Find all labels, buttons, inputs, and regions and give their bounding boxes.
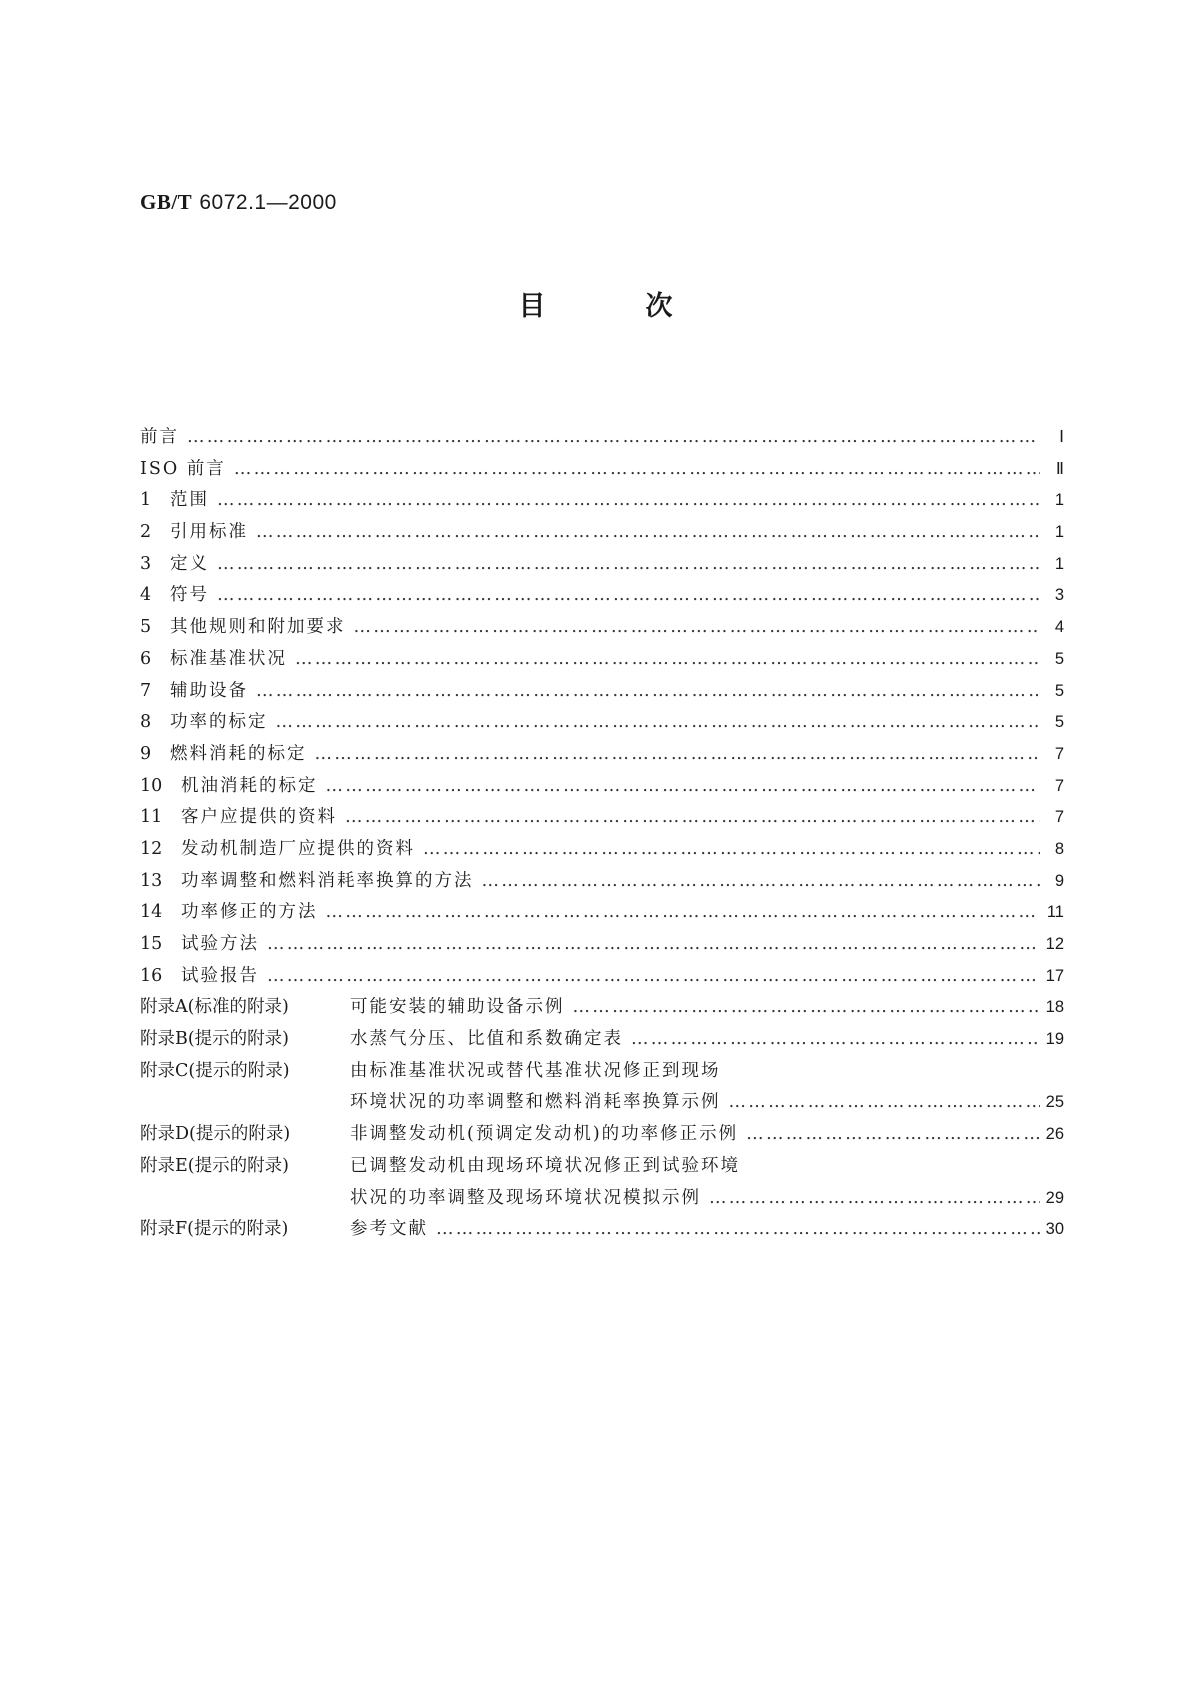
standard-number: 6072.1—2000	[199, 191, 337, 214]
toc-row-section-14[interactable]	[140, 898, 1064, 930]
standard-code	[140, 190, 337, 215]
toc-leader-dots	[256, 522, 1040, 542]
toc-entry-text: 其他规则和附加要求	[170, 617, 346, 638]
toc-entry-text: 功率的标定	[170, 712, 268, 733]
toc-page-number: 1	[1054, 523, 1064, 542]
toc-row-appendix-e-continued[interactable]	[140, 1184, 1064, 1216]
toc-entry-text: 引用标准	[170, 522, 248, 543]
toc-section-number: 4	[140, 585, 152, 606]
toc-page-number: 9	[1054, 871, 1064, 890]
toc-row-section-16[interactable]	[140, 962, 1064, 994]
toc-page-number: 11	[1046, 903, 1064, 922]
toc-row-foreword[interactable]	[140, 423, 1064, 455]
toc-section-number: 9	[140, 743, 152, 764]
toc-page-number: 3	[1054, 586, 1064, 605]
toc-leader-dots	[729, 1092, 1040, 1112]
toc-row-section-9[interactable]	[140, 740, 1064, 772]
toc-leader-dots	[746, 1124, 1039, 1144]
toc-page-number: 4	[1054, 618, 1064, 637]
toc-row-section-1[interactable]	[140, 486, 1064, 518]
toc-row-section-5[interactable]	[140, 613, 1064, 645]
toc-entry-text: 非调整发动机(预调定发动机)的功率修正示例	[350, 1124, 739, 1145]
toc-leader-dots	[436, 1219, 1040, 1239]
toc-row-section-13[interactable]	[140, 867, 1064, 899]
toc-page-number: Ⅱ	[1055, 459, 1064, 478]
toc-page-number: 29	[1045, 1188, 1064, 1207]
toc-row-section-8[interactable]	[140, 708, 1064, 740]
toc-section-number: 1	[140, 490, 152, 511]
standard-prefix: GB/T	[140, 190, 193, 214]
toc-appendix-label: 附录D(提示的附录)	[140, 1124, 291, 1145]
toc-entry-text: 已调整发动机由现场环境状况修正到试验环境	[350, 1155, 740, 1176]
toc-entry-text: 由标准基准状况或替代基准状况修正到现场	[350, 1060, 721, 1081]
toc-page-number: 1	[1054, 491, 1064, 510]
toc-section-number: 7	[140, 680, 152, 701]
toc-page-number: 7	[1054, 808, 1064, 827]
toc-entry-text: 定义	[170, 553, 209, 574]
toc-entry-text: 试验报告	[181, 965, 259, 986]
toc-entry-text: 辅助设备	[170, 680, 248, 701]
toc-row-section-2[interactable]	[140, 518, 1064, 550]
toc-page-number: 5	[1054, 649, 1064, 668]
toc-entry-text: 状况的功率调整及现场环境状况模拟示例	[350, 1187, 701, 1208]
toc-leader-dots	[326, 776, 1041, 796]
toc-row-section-6[interactable]	[140, 645, 1064, 677]
toc-page-number: Ⅰ	[1059, 428, 1064, 446]
toc-entry-text: 环境状况的功率调整和燃料消耗率换算示例	[350, 1092, 721, 1113]
toc-section-number: 15	[140, 934, 163, 954]
toc-section-number: 14	[140, 902, 163, 923]
toc-leader-dots	[573, 997, 1040, 1017]
toc-leader-dots	[354, 617, 1041, 637]
toc-leader-dots	[482, 871, 1041, 891]
toc-row-appendix-c[interactable]	[140, 1057, 1064, 1089]
toc-row-iso-foreword[interactable]	[140, 455, 1064, 487]
toc-entry-text: 功率修正的方法	[181, 902, 318, 923]
toc-leader-dots	[631, 1029, 1040, 1049]
toc-page-number: 7	[1054, 744, 1064, 763]
toc-page-number: 17	[1045, 966, 1064, 985]
toc-leader-dots	[326, 902, 1041, 922]
toc-entry-text: 参考文献	[350, 1219, 428, 1240]
toc-leader-dots	[315, 744, 1041, 764]
toc-row-section-11[interactable]	[140, 803, 1064, 835]
toc-leader-dots	[423, 839, 1040, 859]
toc-page-number: 5	[1054, 681, 1064, 700]
toc-section-number: 12	[140, 838, 163, 859]
toc-entry-text: 前言	[140, 427, 179, 447]
toc-row-appendix-b[interactable]	[140, 1025, 1064, 1057]
toc-row-section-7[interactable]	[140, 677, 1064, 709]
toc-leader-dots	[187, 427, 1040, 447]
toc-section-number: 3	[140, 553, 152, 574]
toc-section-number: 13	[140, 870, 163, 891]
toc-appendix-label: 附录C(提示的附录)	[140, 1060, 290, 1081]
toc-row-appendix-d[interactable]	[140, 1120, 1064, 1152]
toc-page-number: 8	[1054, 839, 1064, 858]
toc-entry-text: 符号	[170, 585, 209, 606]
toc-row-appendix-a[interactable]	[140, 993, 1064, 1025]
toc-page-number: 30	[1045, 1220, 1064, 1239]
toc-section-number: 10	[140, 775, 163, 796]
toc-row-section-12[interactable]	[140, 835, 1064, 867]
toc-page-number: 25	[1045, 1093, 1064, 1112]
toc-appendix-label: 附录E(提示的附录)	[140, 1155, 289, 1176]
toc-leader-dots	[217, 554, 1040, 574]
toc-section-number: 8	[140, 712, 152, 733]
toc-entry-text: 范围	[170, 490, 209, 511]
toc-page-number: 26	[1045, 1125, 1064, 1144]
toc-entry-text: 燃料消耗的标定	[170, 743, 307, 764]
toc-appendix-label: 附录B(提示的附录)	[140, 1029, 290, 1050]
toc-row-appendix-f[interactable]	[140, 1215, 1064, 1247]
toc-leader-dots	[276, 712, 1041, 732]
toc-appendix-label: 附录A(标准的附录)	[140, 997, 289, 1018]
toc-leader-dots	[256, 681, 1040, 701]
toc-row-section-10[interactable]	[140, 772, 1064, 804]
toc-section-number: 16	[140, 965, 163, 986]
toc-entry-text: ISO 前言	[140, 458, 226, 479]
table-of-contents	[140, 423, 1064, 1247]
toc-entry-text: 试验方法	[181, 934, 259, 954]
toc-row-appendix-c-continued[interactable]	[140, 1088, 1064, 1120]
toc-row-section-4[interactable]	[140, 581, 1064, 613]
toc-leader-dots	[234, 459, 1040, 479]
toc-leader-dots	[217, 490, 1040, 510]
toc-entry-text: 水蒸气分压、比值和系数确定表	[350, 1029, 623, 1050]
toc-row-section-3[interactable]	[140, 550, 1064, 582]
toc-appendix-label: 附录F(提示的附录)	[140, 1219, 289, 1240]
toc-leader-dots	[709, 1188, 1040, 1208]
toc-section-number: 2	[140, 522, 152, 543]
toc-section-number: 5	[140, 617, 152, 638]
toc-leader-dots	[345, 807, 1040, 827]
toc-page-number: 7	[1054, 776, 1064, 795]
toc-page-number: 1	[1054, 554, 1064, 573]
toc-entry-text: 可能安装的辅助设备示例	[350, 997, 565, 1018]
toc-entry-text: 发动机制造厂应提供的资料	[181, 838, 415, 859]
toc-page-number: 5	[1054, 713, 1064, 732]
toc-section-number: 6	[140, 648, 152, 669]
toc-entry-text: 机油消耗的标定	[181, 775, 318, 796]
toc-row-section-15[interactable]	[140, 930, 1064, 962]
toc-page-number: 19	[1045, 1030, 1064, 1049]
toc-leader-dots	[295, 649, 1040, 669]
toc-leader-dots	[217, 585, 1040, 605]
toc-page-number: 12	[1045, 935, 1064, 953]
toc-page-number: 18	[1045, 998, 1064, 1017]
toc-entry-text: 功率调整和燃料消耗率换算的方法	[181, 870, 474, 891]
toc-row-appendix-e[interactable]	[140, 1152, 1064, 1184]
page-title: 目次	[518, 291, 773, 322]
toc-section-number: 11	[140, 807, 163, 828]
toc-entry-text: 标准基准状况	[170, 648, 287, 669]
toc-leader-dots	[267, 966, 1040, 986]
toc-entry-text: 客户应提供的资料	[181, 807, 337, 828]
toc-leader-dots	[267, 934, 1040, 954]
